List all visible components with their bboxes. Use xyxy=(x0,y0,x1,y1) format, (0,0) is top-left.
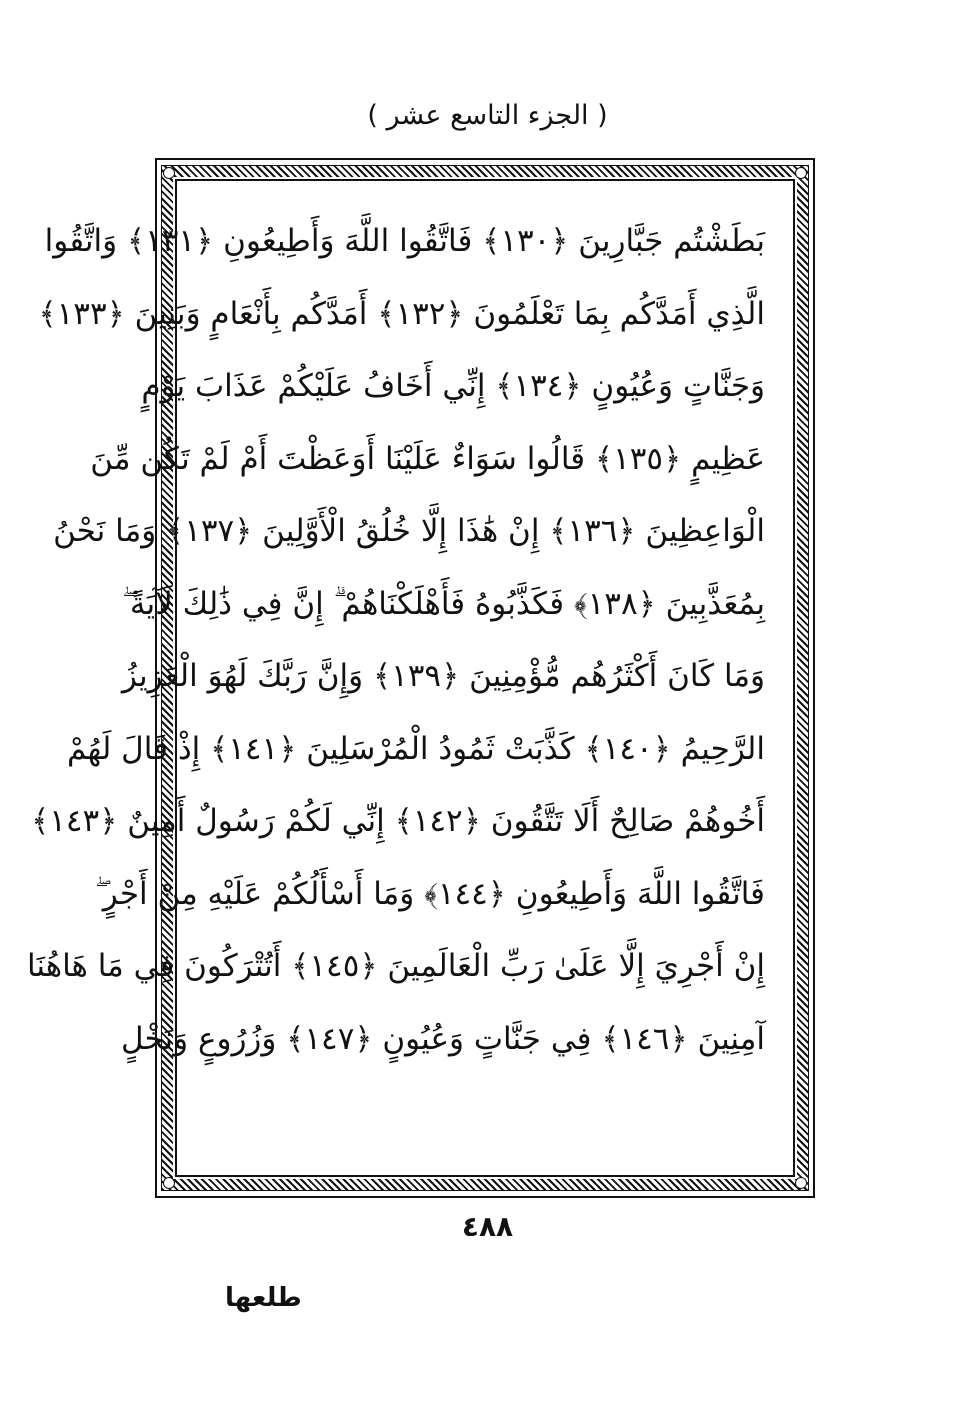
verse-line: الْوَاعِظِينَ ﴿١٣٦﴾ إِنْ هَٰذَا إِلَّا خُلُقُ الْأَوَّلِينَ ﴿١٣٧﴾ وَمَا نَحْنُ xyxy=(53,513,765,549)
verse-line: وَمَا كَانَ أَكْثَرُهُم مُّؤْمِنِينَ ﴿١٣٩﴾ وَإِنَّ رَبَّكَ لَهُوَ الْعَزِيزُ xyxy=(121,658,765,694)
verse-line: آمِنِينَ ﴿١٤٦﴾ فِي جَنَّاتٍ وَعُيُونٍ ﴿١٤٧﴾ وَزُرُوعٍ وَنَخْلٍ xyxy=(121,1020,765,1057)
verse-line: الَّذِي أَمَدَّكُم بِمَا تَعْلَمُونَ ﴿١٣٢﴾ أَمَدَّكُم بِأَنْعَامٍ وَبَنِينَ ﴿١٣٣﴾ xyxy=(38,295,765,332)
verse-line: عَظِيمٍ ﴿١٣٥﴾ قَالُوا سَوَاءٌ عَلَيْنَا أَوَعَظْتَ أَمْ لَمْ تَكُن مِّنَ xyxy=(90,440,765,477)
frame-corner-ornament xyxy=(163,1177,175,1189)
verse-text-block xyxy=(26,205,765,1075)
frame-corner-ornament xyxy=(163,167,175,179)
juz-header: ( الجزء التاسع عشر ) xyxy=(367,100,608,131)
frame-corner-ornament xyxy=(795,167,807,179)
verse-line: أَخُوهُمْ صَالِحٌ أَلَا تَتَّقُونَ ﴿١٤٢﴾ إِنِّي لَكُمْ رَسُولٌ أَمِينٌ ﴿١٤٣﴾ xyxy=(31,803,765,839)
verse-line: فَاتَّقُوا اللَّهَ وَأَطِيعُونِ ﴿١٤٤﴾ وَمَا أَسْأَلُكُمْ عَلَيْهِ مِنْ أَجْرٍ ۖ xyxy=(95,875,765,912)
verse-line: وَجَنَّاتٍ وَعُيُونٍ ﴿١٣٤﴾ إِنِّي أَخَافُ عَلَيْكُمْ عَذَابَ يَوْمٍ xyxy=(141,368,765,404)
frame-corner-ornament xyxy=(795,1177,807,1189)
verse-line: بَطَشْتُم جَبَّارِينَ ﴿١٣٠﴾ فَاتَّقُوا اللَّهَ وَأَطِيعُونِ ﴿١٣١﴾ وَاتَّقُوا xyxy=(44,223,765,259)
catchword: طلعها xyxy=(225,1283,302,1313)
verse-line: بِمُعَذَّبِينَ ﴿١٣٨﴾ فَكَذَّبُوهُ فَأَهْلَكْنَاهُمْ ۗ إِنَّ فِي ذَٰلِكَ لَآيَةً ۖ xyxy=(122,585,765,622)
verse-line: إِنْ أَجْرِيَ إِلَّا عَلَىٰ رَبِّ الْعَالَمِينَ ﴿١٤٥﴾ أَتُتْرَكُونَ فِي مَا هَاهُنَا xyxy=(26,948,765,984)
verse-line: الرَّحِيمُ ﴿١٤٠﴾ كَذَّبَتْ ثَمُودُ الْمُرْسَلِينَ ﴿١٤١﴾ إِذْ قَالَ لَهُمْ xyxy=(66,730,765,767)
page-number: ٤٨٨ xyxy=(461,1210,514,1243)
